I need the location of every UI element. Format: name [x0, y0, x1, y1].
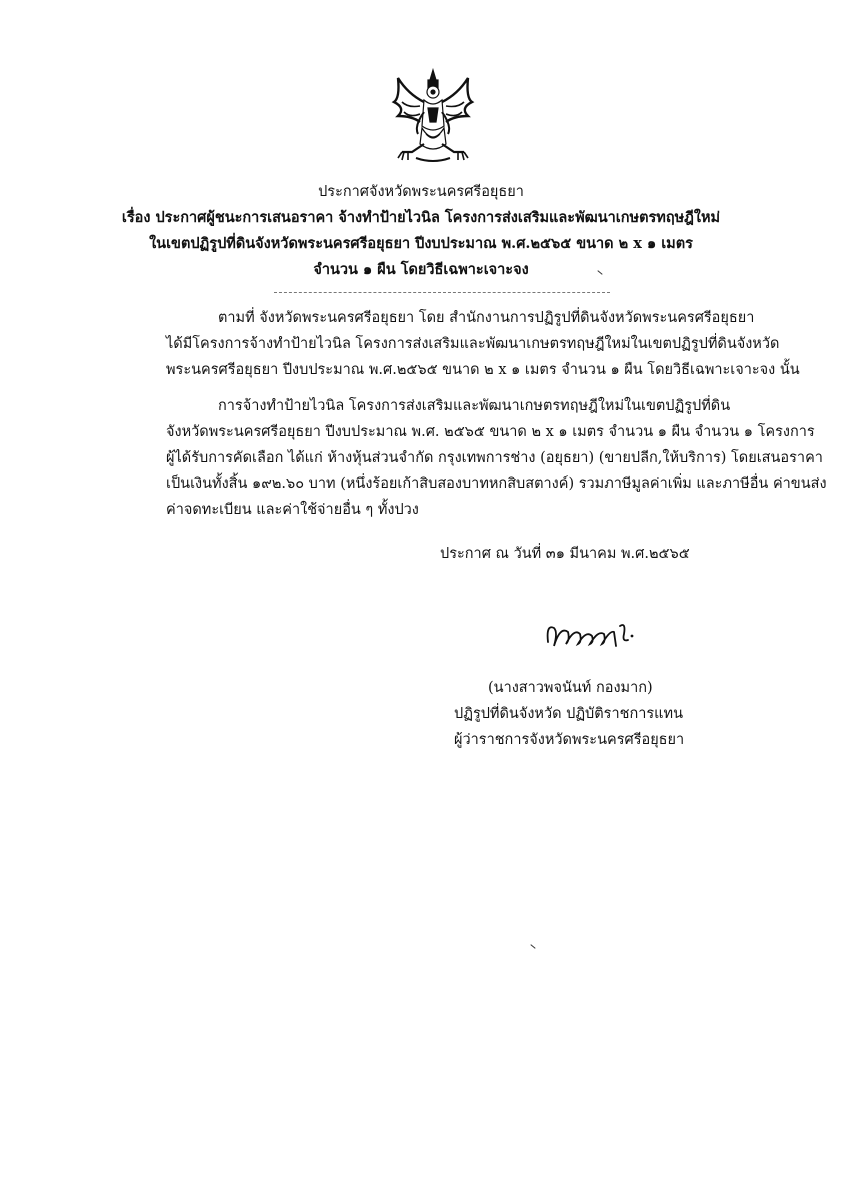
paragraph2-line3: ผู้ได้รับการคัดเลือก ได้แก่ ห้างหุ้นส่วนจำกัด กรุงเทพการช่าง (อยุธยา) (ขายปลีก,ให้บริการ) โดยเสนอราคา	[166, 450, 823, 466]
announcement-subject-line1: เรื่อง ประกาศผู้ชนะการเสนอราคา จ้างทำป้ายไวนิล โครงการส่งเสริมและพัฒนาเกษตรทฤษฎีใหม่	[121, 209, 721, 226]
paragraph2-line1: การจ้างทำป้ายไวนิล โครงการส่งเสริมและพัฒนาเกษตรทฤษฎีใหม่ในเขตปฏิรูปที่ดิน	[218, 398, 731, 414]
paragraph1-line2: ได้มีโครงการจ้างทำป้ายไวนิล โครงการส่งเสริมและพัฒนาเกษตรทฤษฎีใหม่ในเขตปฏิรูปที่ดินจังหวัด	[166, 336, 780, 352]
garuda-emblem	[390, 68, 476, 168]
announcement-date: ประกาศ ณ วันที่ ๓๑ มีนาคม พ.ศ.๒๕๖๕	[440, 546, 690, 562]
paragraph2-line5: ค่าจดทะเบียน และค่าใช้จ่ายอื่น ๆ ทั้งปวง	[166, 502, 419, 518]
paragraph2-line2: จังหวัดพระนครศรีอยุธยา ปีงบประมาณ พ.ศ. ๒๕๖๕ ขนาด ๒ x ๑ เมตร จำนวน ๑ ผืน จำนวน ๑ โครงการ	[166, 424, 815, 440]
signer-name: (นางสาวพจนันท์ กองมาก)	[488, 680, 653, 696]
paragraph1-line1: ตามที่ จังหวัดพระนครศรีอยุธยา โดย สำนักงานการปฏิรูปที่ดินจังหวัดพระนครศรีอยุธยา	[218, 310, 755, 326]
signer-position: ปฏิรูปที่ดินจังหวัด ปฏิบัติราชการแทน	[454, 706, 683, 722]
signer-authority: ผู้ว่าราชการจังหวัดพระนครศรีอยุธยา	[454, 732, 685, 748]
paragraph1-line3: พระนครศรีอยุธยา ปีงบประมาณ พ.ศ.๒๕๖๕ ขนาด ๒ x ๑ เมตร จำนวน ๑ ผืน โดยวิธีเฉพาะเจาะจง นั้น	[166, 362, 800, 378]
announcement-subject-line2: ในเขตปฏิรูปที่ดินจังหวัดพระนครศรีอยุธยา ปีงบประมาณ พ.ศ.๒๕๖๕ ขนาด ๒ x ๑ เมตร	[149, 235, 693, 252]
stray-mark	[530, 944, 535, 949]
header-divider	[274, 292, 610, 293]
handwritten-signature	[540, 612, 650, 656]
announcement-title: ประกาศจังหวัดพระนครศรีอยุธยา	[318, 184, 524, 200]
announcement-subject-line3: จำนวน ๑ ผืน โดยวิธีเฉพาะเจาะจง	[313, 261, 529, 278]
paragraph2-line4: เป็นเงินทั้งสิ้น ๑๙๒.๖๐ บาท (หนึ่งร้อยเก้าสิบสองบาทหกสิบสตางค์) รวมภาษีมูลค่าเพิ่ม และภาษีอื่น ค่าขนส่ง	[166, 476, 827, 492]
